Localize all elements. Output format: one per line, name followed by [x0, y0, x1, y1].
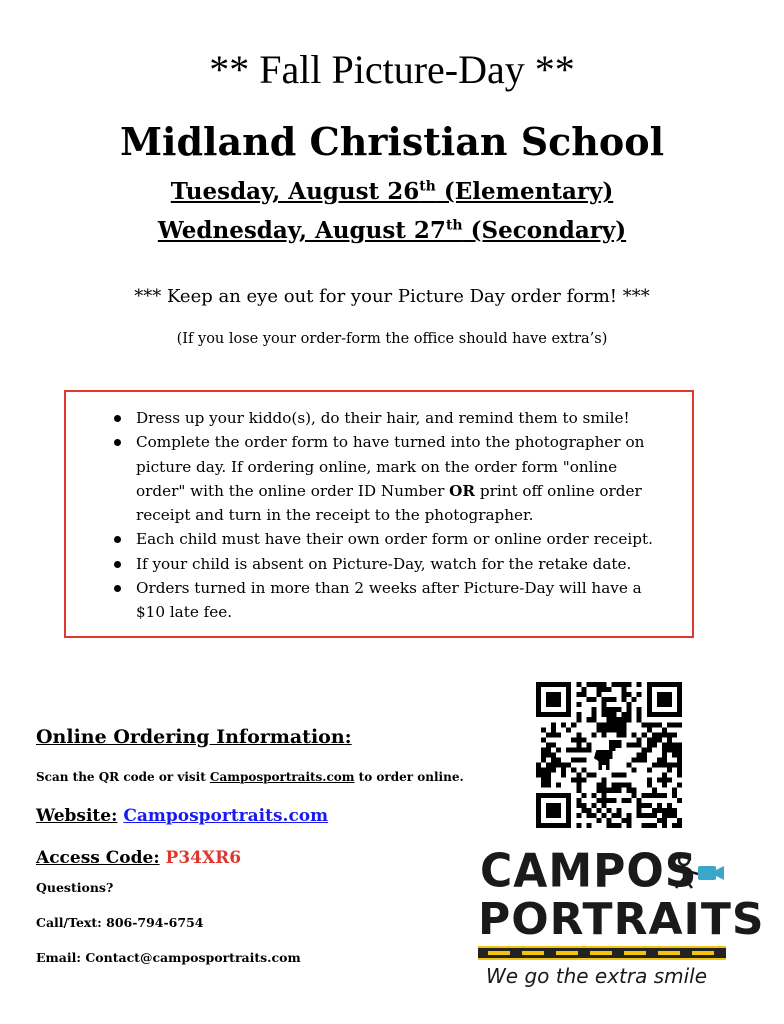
website-line	[36, 806, 328, 826]
campos-portraits-logo	[474, 844, 765, 996]
school-name: Midland Christian School	[119, 119, 665, 164]
road-stripe	[488, 951, 510, 955]
page-title: ** Fall Picture-Day **	[209, 47, 575, 92]
date-elementary-main: Tuesday, August 26	[170, 178, 420, 205]
road-stripe	[692, 951, 714, 955]
email-contact: Email: Contact@camposportraits.com	[36, 950, 301, 965]
online-ordering-heading: Online Ordering Information:	[36, 726, 352, 748]
instruction-text: Dress up your kiddo(s), do their hair, and remind them to smile!	[136, 409, 630, 427]
date-secondary	[0, 217, 784, 244]
instructions-list	[114, 406, 670, 625]
logo-tagline: We go the extra smile	[486, 964, 708, 988]
road-edge	[478, 958, 726, 960]
instruction-text: Complete the order form to have turned into the photographer on picture day. If ordering online, mark on the order form "online order" with the online order ID Number	[136, 433, 645, 500]
instruction-text: Each child must have their own order form or online order receipt.	[136, 530, 653, 549]
instruction-emphasis: OR	[449, 481, 476, 500]
road-stripe	[590, 951, 612, 955]
access-code-label: Access Code:	[36, 848, 160, 868]
scan-instructions	[36, 770, 464, 784]
list-item	[114, 552, 670, 576]
date-elementary-suffix: th	[419, 178, 436, 195]
scan-text: Scan the QR code or visit	[36, 770, 210, 784]
list-item	[114, 576, 670, 625]
bullet-icon	[114, 561, 121, 568]
instruction-text: If your child is absent on Picture-Day, watch for the retake date.	[136, 554, 632, 573]
road-stripe	[522, 951, 544, 955]
access-code-line	[36, 848, 241, 868]
website-label: Website:	[36, 806, 118, 826]
instruction-text: print off online order receipt and turn in the receipt to the photographer.	[136, 481, 642, 525]
bullet-icon	[114, 439, 121, 446]
phone-contact: Call/Text: 806-794-6754	[36, 915, 204, 930]
date-secondary-suffix: th	[445, 217, 463, 234]
road-stripe	[624, 951, 646, 955]
qr-code-icon[interactable]	[536, 682, 682, 828]
road-stripe	[556, 951, 578, 955]
dinosaur-icon	[591, 737, 626, 772]
list-item	[114, 406, 670, 430]
date-elementary	[0, 178, 784, 205]
date-secondary-main: Wednesday, August 27	[157, 217, 446, 244]
order-form-notice: *** Keep an eye out for your Picture Day order form! ***	[134, 286, 650, 307]
access-code-value: P34XR6	[165, 848, 242, 868]
scan-website-link[interactable]: Camposportraits.com	[209, 770, 355, 784]
road-edge	[478, 946, 726, 948]
instruction-text: Orders turned in more than 2 weeks after Picture-Day will have a $10 late fee.	[136, 579, 642, 622]
photographer-icon	[672, 852, 726, 892]
instructions-box	[64, 390, 694, 638]
bullet-icon	[114, 415, 121, 422]
list-item	[114, 430, 670, 527]
scan-text-end: to order online.	[354, 770, 464, 784]
lost-form-note: (If you lose your order-form the office should have extra’s)	[176, 331, 608, 347]
list-item	[114, 527, 670, 551]
road-divider	[478, 946, 726, 960]
logo-line-1: CAMPOS	[480, 844, 698, 899]
date-elementary-tail: (Elementary)	[435, 178, 614, 205]
website-link[interactable]: Camposportraits.com	[123, 806, 329, 826]
bullet-icon	[114, 585, 121, 592]
date-secondary-tail: (Secondary)	[462, 217, 627, 244]
questions-label: Questions?	[36, 880, 114, 895]
logo-line-2: PORTRAITS	[478, 894, 765, 945]
bullet-icon	[114, 536, 121, 543]
road-stripe	[658, 951, 680, 955]
